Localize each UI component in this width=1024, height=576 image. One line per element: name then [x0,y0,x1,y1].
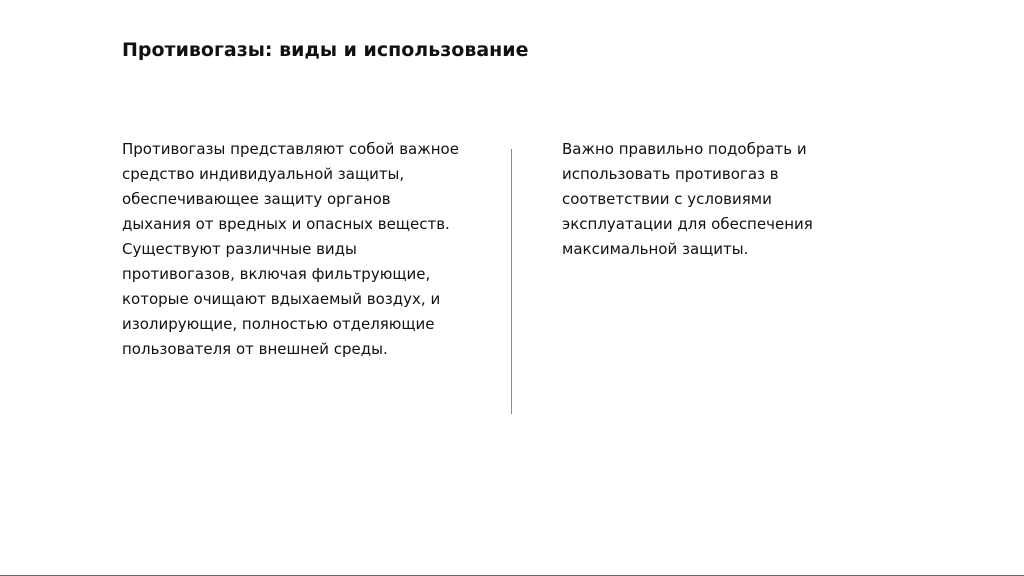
left-column-text: Противогазы представляют собой важное средство индивидуальной защиты, обеспечивающее защиту органов дыхания от вредных и опасных веществ. Существуют различные виды противогазов, включая фильтрующие, которые очищают вдыхаемый воздух, и изолирующие, полностью отделяющие пользователя от внешней среды. [122,140,459,358]
right-column-text: Важно правильно подобрать и использовать противогаз в соответствии с условиями эксплуатации для обеспечения максимальной защиты. [562,140,813,258]
column-divider [511,149,512,414]
slide-title: Противогазы: виды и использование [122,39,529,61]
